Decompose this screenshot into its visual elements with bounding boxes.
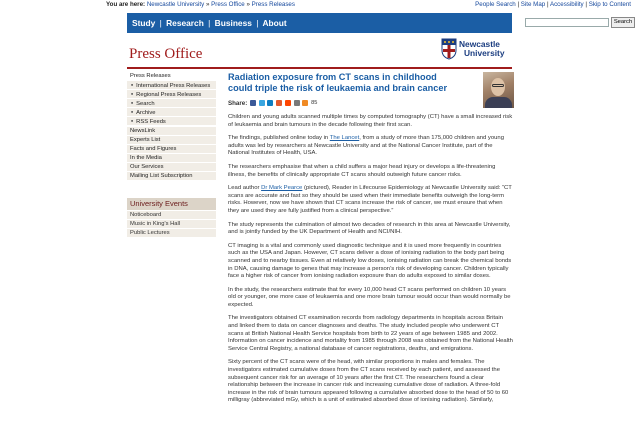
article-body (228, 114, 514, 411)
breadcrumb-prefix: You are here: (106, 1, 146, 8)
university-logo[interactable] (441, 38, 513, 66)
facebook-icon[interactable] (250, 100, 256, 106)
events-item-public-lectures[interactable]: Public Lectures (127, 229, 216, 238)
university-crest-icon (441, 38, 457, 60)
sidebar-services-block (127, 127, 216, 182)
dr-mark-pearce-link[interactable]: Dr Mark Pearce (261, 185, 303, 192)
people-search-link[interactable]: People Search (475, 1, 516, 8)
article-paragraph: Children and young adults scanned multiple times by computed tomography (CT) have a small increased risk of leukaemia and brain tumours in the decade following their first scan. (228, 114, 513, 128)
linkedin-icon[interactable] (267, 100, 273, 106)
digg-icon[interactable] (276, 100, 282, 106)
events-item-music-in-kings-hall[interactable]: Music in King's Hall (127, 220, 216, 229)
email-icon[interactable] (294, 100, 300, 106)
article-paragraph: The researchers emphasise that when a child suffers a major head injury or develops a life-threatening illness, the benefits of clinically appropriate CT scans should outweigh future cancer risks. (228, 163, 496, 178)
accessibility-link[interactable]: Accessibility (549, 1, 584, 8)
article-paragraph: Sixty percent of the CT scans were of the head, with similar proportions in males and females. The investigators estimated cumulative doses from the CT scans received by each patient, and assessed the subsequent cancer risk for an average of 10 years after the first CT. The researchers found a clear relationship between the increase in cancer risk and increasing cumulative dose of radiation. A three-fold increase in the risk of brain tumours appeared following a cumulative absorbed dose to the head of 50 to 60 milligray (abbreviated mGy, which is a unit of estimated absorbed dose of ionising radiation). Similarly, (228, 359, 509, 404)
utility-links (475, 0, 631, 10)
top-utility-bar (0, 0, 640, 10)
sidebar-item-search[interactable]: ■ Search (127, 99, 216, 108)
article-paragraph (228, 185, 514, 215)
logo-line-1: Newcastle (459, 39, 500, 49)
sidebar-item-newslink[interactable]: NewsLink (127, 127, 216, 136)
sidebar-item-experts-list[interactable]: Experts List (127, 136, 216, 145)
article-text: The findings, published online today in (228, 135, 330, 142)
breadcrumb-separator: » (244, 1, 252, 8)
nav-business[interactable]: Business (214, 18, 252, 28)
breadcrumb-separator: » (204, 1, 212, 8)
events-heading: University Events (127, 198, 216, 210)
nav-research[interactable]: Research (166, 18, 204, 28)
sidebar-item-facts-and-figures[interactable]: Facts and Figures (127, 145, 216, 154)
page-title: Press Office (129, 46, 203, 62)
nav-separator: | (256, 18, 259, 28)
photo-face-shape (491, 78, 505, 96)
the-lancet-link[interactable]: The Lancet (329, 135, 360, 142)
events-list (127, 211, 216, 238)
sidebar-item-our-services[interactable]: Our Services (127, 163, 216, 172)
author-photo (483, 72, 514, 108)
reddit-icon[interactable] (285, 100, 291, 106)
share-count: 85 (311, 100, 318, 107)
share-bar (228, 100, 317, 107)
sidebar-item-press-releases[interactable]: Press Releases (127, 72, 216, 81)
article-text: Lead author (228, 185, 262, 192)
main-nav-links (132, 13, 287, 33)
breadcrumb-newcastle-university[interactable]: Newcastle University (146, 1, 205, 8)
photo-glasses-shape (492, 84, 504, 87)
twitter-icon[interactable] (259, 100, 265, 106)
article-paragraph (228, 135, 514, 158)
events-item-noticeboard[interactable]: Noticeboard (127, 211, 216, 220)
article-text: , from a study of more than 175,000 children and young adults was led by researchers at Newcastle University and at the National Cancer Institute, part of the National Institutes of Health, USA. (228, 135, 504, 157)
utility-separator: | (545, 1, 550, 8)
nav-separator: | (208, 18, 211, 28)
article-text: (pictured), Reader in Lifecourse Epidemiology at Newcastle University said: “CT scans are accurate and fast so they should be used when their immediate benefits outweigh the long-term risks. However, now we have shown that CT scans increase the risk of cancer, we must ensure that when they are used they are fully justified from a clinical perspective.” (228, 185, 512, 214)
site-map-link[interactable]: Site Map (520, 1, 546, 8)
sidebar-item-in-the-media[interactable]: In the Media (127, 154, 216, 163)
sidebar-item-regional-press-releases[interactable]: ■ Regional Press Releases (127, 90, 216, 99)
sidebar-press-block (127, 72, 216, 127)
article-headline: Radiation exposure from CT scans in childhood could triple the risk of leukaemia and brain cancer (228, 72, 448, 93)
utility-separator: | (515, 1, 521, 8)
main-nav-bar (127, 13, 633, 33)
article-paragraph: The investigators obtained CT examination records from radiology departments in hospitals across Britain and linked them to data on cancer diagnoses and deaths. The study included people who underwent CT scans at British National Health Service hospitals from birth to 22 years of age between 1985 and 2002. Information on cancer incidence and mortality from 1985 through 2008 was obtained from the National Health Service Central Registry, a national database of cancer registrations, deaths, and emigrations. (228, 315, 513, 352)
sidebar-item-international-press-releases[interactable]: ■ International Press Releases (127, 81, 216, 90)
nav-study[interactable]: Study (132, 18, 156, 28)
sidebar-item-archive[interactable]: ■ Archive (127, 108, 216, 117)
photo-body-shape (485, 97, 512, 108)
skip-to-content-link[interactable]: Skip to Content (588, 1, 631, 8)
utility-separator: | (583, 1, 589, 8)
sidebar-item-mailing-list-subscription[interactable]: Mailing List Subscription (127, 172, 216, 181)
search-input[interactable] (525, 18, 609, 27)
article-paragraph: CT imaging is a vital and commonly used diagnostic technique and it is used more frequently in countries such as the USA and Japan. However, CT scans deliver a dose of ionising radiation to the body part being scanned and to nearby tissues. Even at relatively low doses, ionising radiation can break the chemical bonds in DNA, causing damage to genes that may increase a person’s risk of developing cancer. Children typically face a higher risk of cancer from ionising radiation exposure than do adults exposed to similar doses. (228, 242, 512, 280)
article-paragraph: In the study, the researchers estimate that for every 10,000 head CT scans performed on children 10 years old or younger, one more case of leukaemia and one more brain tumour would occur than would normally be expected. (228, 286, 511, 308)
nav-separator: | (159, 18, 162, 28)
breadcrumb-press-office[interactable]: Press Office (211, 1, 245, 8)
article-paragraph: The study represents the culmination of almost two decades of research in this area at Newcastle University, and is jointly funded by the UK Department of Health and NCI/NIH. (228, 221, 511, 236)
nav-about[interactable]: About (262, 18, 287, 28)
sidebar-item-rss-feeds[interactable]: ■ RSS Feeds (127, 117, 216, 126)
breadcrumb-press-releases[interactable]: Press Releases (251, 1, 295, 8)
logo-line-2: University (464, 48, 505, 58)
more-share-icon[interactable] (302, 100, 308, 106)
share-label: Share: (228, 100, 248, 107)
header-divider (127, 67, 512, 69)
search-button[interactable]: Search (611, 17, 635, 28)
breadcrumb (106, 0, 295, 10)
sidebar-nav (127, 72, 216, 182)
